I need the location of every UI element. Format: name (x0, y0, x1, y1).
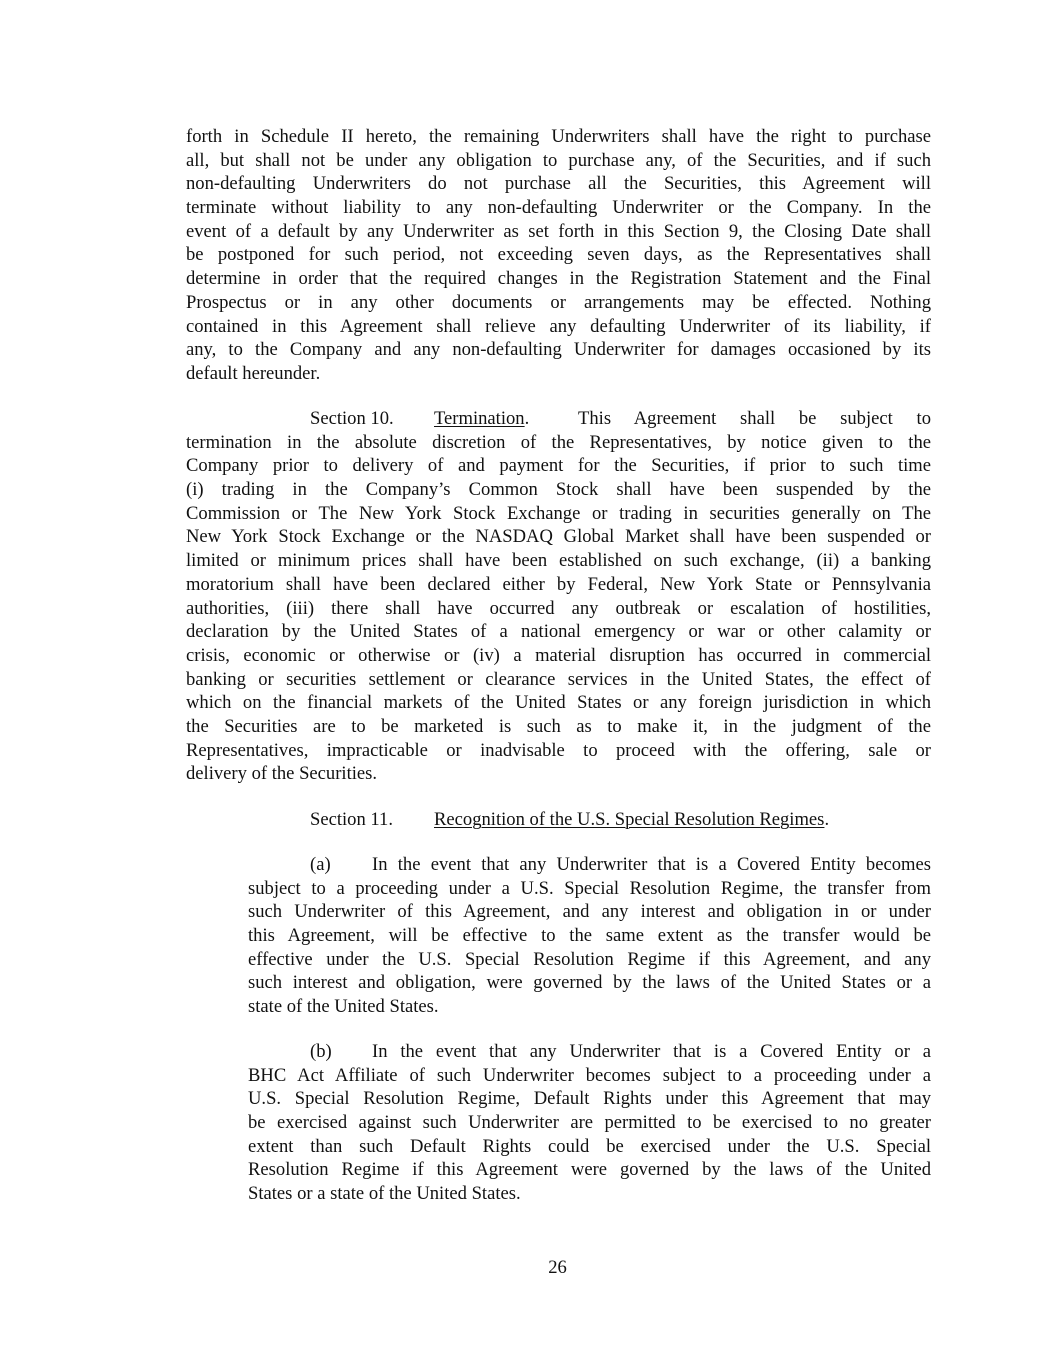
section-11-title-period: . (824, 809, 830, 830)
text-line: default hereunder. (186, 362, 321, 384)
text-line: non-defaulting Underwriters do not purchase all the Securities, this Agreement will (186, 173, 931, 195)
subsection-b-first-line-text: In the event that any Underwriter that is a Covered Entity or a (372, 1041, 931, 1062)
text-line: Prospectus or in any other documents or arrangements may be effected. Nothing (186, 291, 931, 313)
text-line: delivery of the Securities. (186, 763, 378, 785)
section-10-first-line (186, 407, 931, 431)
text-line: the Securities are to be marketed is such as to make it, in the judgment of the (186, 715, 931, 737)
text-line: subject to a proceeding under a U.S. Special Resolution Regime, the transfer from (248, 877, 931, 899)
text-line: declaration by the United States of a national emergency or war or other calamity or (186, 621, 931, 643)
text-line: be exercised against such Underwriter are permitted to be exercised to no greater (248, 1112, 931, 1134)
text-line: New York Stock Exchange or the NASDAQ Global Market shall have been suspended or (186, 526, 931, 548)
text-line: States or a state of the United States. (248, 1183, 521, 1205)
text-line: which on the financial markets of the United States or any foreign jurisdiction in which (186, 692, 931, 714)
paragraph-section-9-continuation (186, 125, 931, 386)
text-line: (i) trading in the Company’s Common Stock shall have been suspended by the (186, 479, 931, 501)
section-10-title-text: Termination (434, 408, 525, 429)
subsection-a-first-line-text: In the event that any Underwriter that is a Covered Entity becomes (372, 854, 931, 875)
subsection-b-label: (b) (310, 1041, 332, 1062)
section-11-title-text: Recognition of the U.S. Special Resolution Regimes (434, 809, 825, 830)
text-line: terminate without liability to any non-defaulting Underwriter or the Company. In the (186, 197, 931, 219)
subsection-a-first-line (248, 853, 931, 877)
text-line: state of the United States. (248, 996, 439, 1018)
text-line: extent than such Default Rights could be exercised under the U.S. Special (248, 1135, 931, 1157)
section-11-heading (310, 808, 830, 832)
section-11-subsection-b (248, 1040, 931, 1206)
section-11-subsection-a (248, 853, 931, 1019)
page-number: 26 (548, 1257, 567, 1278)
text-line: BHC Act Affiliate of such Underwriter becomes subject to a proceeding under a (248, 1064, 931, 1086)
text-line: all, but shall not be under any obligation to purchase any, of the Securities, and if such (186, 149, 931, 171)
text-line: crisis, economic or otherwise or (iv) a material disruption has occurred in commercial (186, 644, 931, 666)
text-line: contained in this Agreement shall relieve any defaulting Underwriter of its liability, if (186, 315, 931, 337)
text-line: banking or securities settlement or clearance services in the United States, the effect of (186, 668, 931, 690)
subsection-b-first-line (248, 1040, 931, 1064)
text-line: such Underwriter of this Agreement, and any interest and obligation in or under (248, 901, 931, 923)
section-10-number: Section 10. (310, 408, 394, 429)
text-line: any, to the Company and any non-defaulting Underwriter for damages occasioned by its (186, 339, 931, 361)
text-line: such interest and obligation, were governed by the laws of the United States or a (248, 972, 931, 994)
subsection-a-label: (a) (310, 854, 331, 875)
text-line: determine in order that the required changes in the Registration Statement and the Final (186, 268, 931, 290)
section-10-title (434, 407, 529, 431)
text-line: Representatives, impracticable or inadvisable to proceed with the offering, sale or (186, 739, 931, 761)
text-line: termination in the absolute discretion of the Representatives, by notice given to the (186, 431, 931, 453)
section-10-first-line-text: This Agreement shall be subject to (578, 408, 931, 429)
text-line: be postponed for such period, not exceeding seven days, as the Representatives shall (186, 244, 931, 266)
text-line: authorities, (iii) there shall have occurred any outbreak or escalation of hostilities, (186, 597, 931, 619)
text-line: Resolution Regime if this Agreement were governed by the laws of the United (248, 1159, 931, 1181)
text-line: effective under the U.S. Special Resolution Regime if this Agreement, and any (248, 948, 931, 970)
text-line: U.S. Special Resolution Regime, Default Rights under this Agreement that may (248, 1088, 931, 1110)
section-10 (186, 407, 931, 786)
text-line: Company prior to delivery of and payment for the Securities, if prior to such time (186, 455, 931, 477)
section-11-number: Section 11. (310, 809, 393, 830)
text-line: limited or minimum prices shall have been established on such exchange, (ii) a banking (186, 550, 931, 572)
text-line: forth in Schedule II hereto, the remaining Underwriters shall have the right to purchase (186, 126, 931, 147)
text-line: event of a default by any Underwriter as set forth in this Section 9, the Closing Date shall (186, 220, 931, 242)
section-11-title (434, 808, 829, 832)
text-line: moratorium shall have been declared either by Federal, New York State or Pennsylvania (186, 573, 931, 595)
section-10-title-period: . (524, 408, 530, 429)
text-line: this Agreement, will be effective to the same extent as the transfer would be (248, 925, 931, 947)
text-line: Commission or The New York Stock Exchange or trading in securities generally on The (186, 502, 931, 524)
